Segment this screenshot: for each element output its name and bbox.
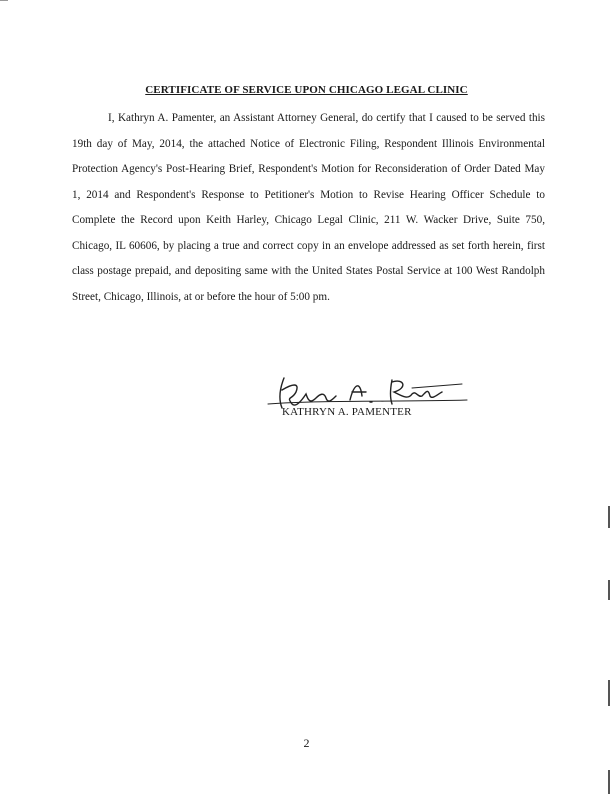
scan-mark [608, 770, 610, 794]
signatory-name: KATHRYN A. PAMENTER [282, 406, 412, 418]
page-number: 2 [303, 736, 310, 750]
certificate-title: CERTIFICATE OF SERVICE UPON CHICAGO LEGAL CLINIC [145, 84, 468, 96]
scan-mark [608, 580, 610, 600]
scan-mark [608, 680, 610, 706]
scan-mark [608, 506, 610, 528]
certificate-body: I, Kathryn A. Pamenter, an Assistant Attorney General, do certify that I caused to be served this 19th day of May, 2014, the attached Notice of Electronic Filing, Respondent Illinois Environmental Protection Agency's Post-Hearing Brief, Respondent's Motion for Reconsideration of Order Dated May 1, 2014 and Respondent's Response to Petitioner's Motion to Revise Hearing Officer Schedule to Complete the Record upon Keith Harley, Chicago Legal Clinic, 211 W. Wacker Drive, Suite 750, Chicago, IL 60606, by placing a true and correct copy in an envelope addressed as set forth herein, first class postage prepaid, and depositing same with the United States Postal Service at 100 West Randolph Street, Chicago, Illinois, at or before the hour of 5:00 pm. [72, 112, 545, 303]
scan-mark [0, 0, 8, 1]
